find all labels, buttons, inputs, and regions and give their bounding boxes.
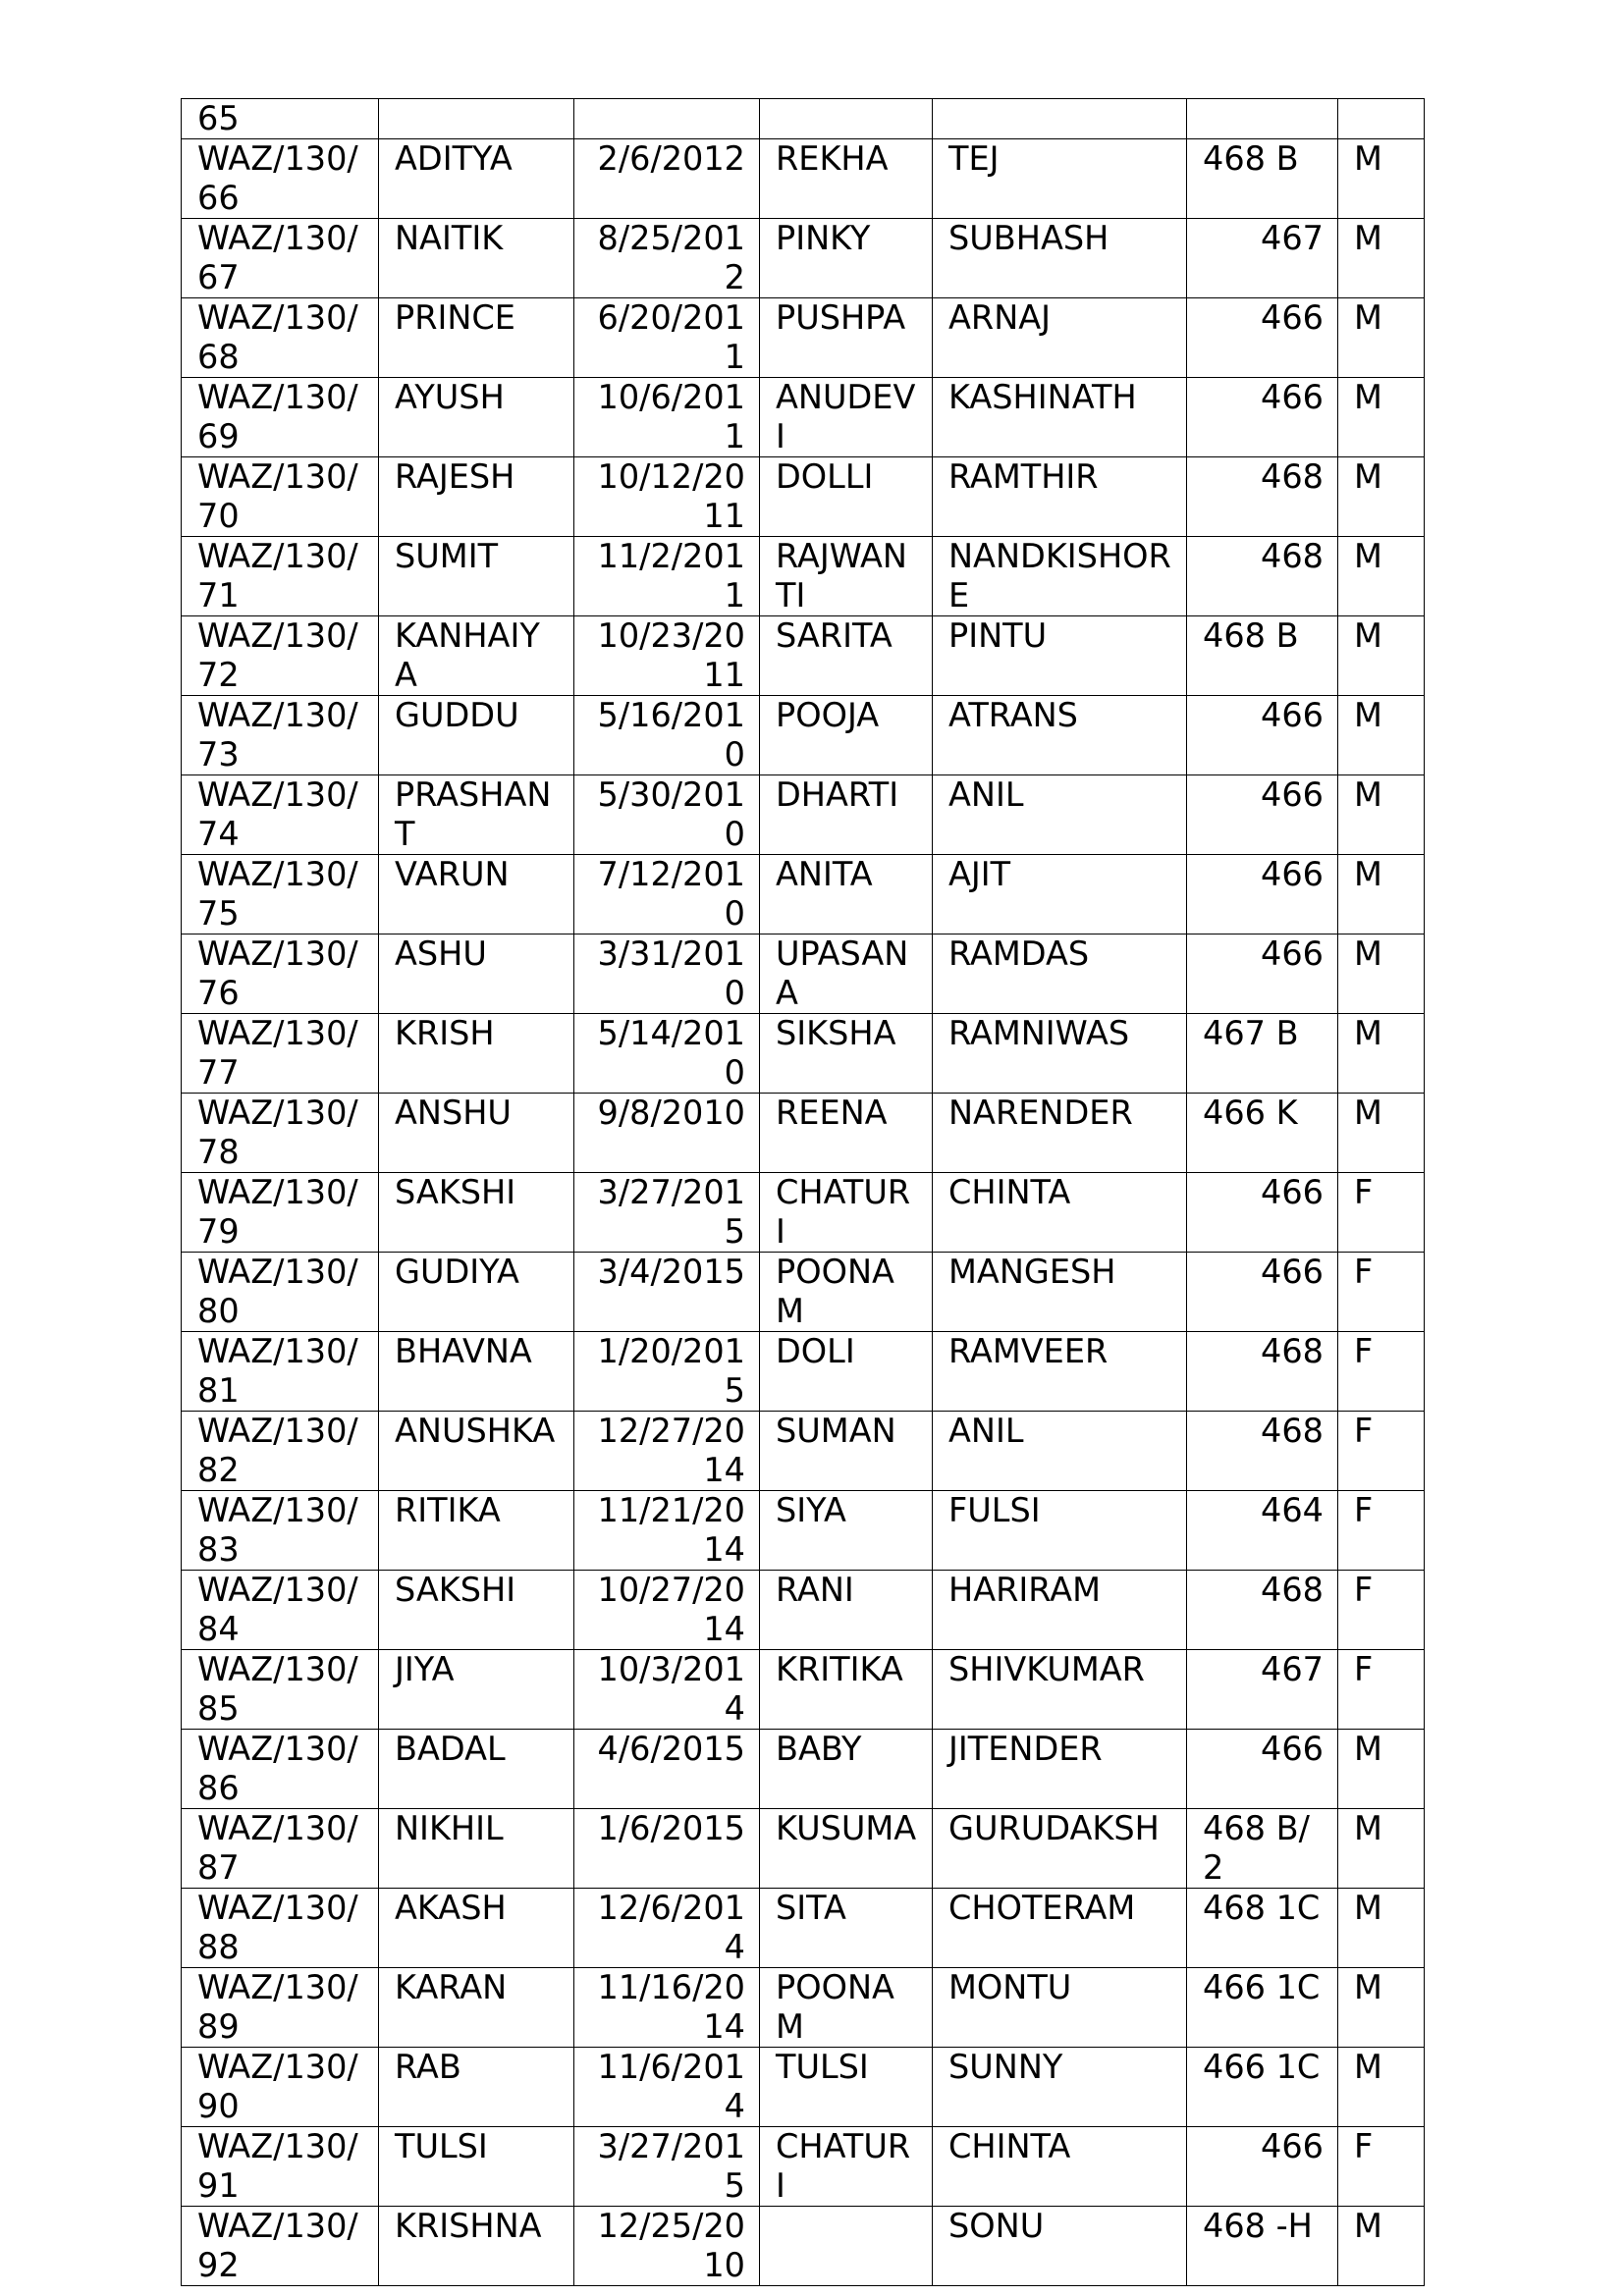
table-row xyxy=(182,1491,1425,1571)
dob-cell: 10/27/2014 xyxy=(574,1571,760,1650)
father-name-cell: KASHINATH xyxy=(933,378,1187,457)
mother-name-cell: RANI xyxy=(760,1571,933,1650)
house-no-cell: 464 xyxy=(1187,1491,1338,1571)
id-cell: WAZ/130/88 xyxy=(182,1889,379,1968)
gender-cell xyxy=(1338,99,1425,139)
dob-cell: 10/6/2011 xyxy=(574,378,760,457)
dob-cell: 10/3/2014 xyxy=(574,1650,760,1730)
dob-cell: 11/16/2014 xyxy=(574,1968,760,2048)
gender-cell: F xyxy=(1338,1650,1425,1730)
id-cell: WAZ/130/68 xyxy=(182,298,379,378)
id-cell: WAZ/130/87 xyxy=(182,1809,379,1889)
table-row xyxy=(182,1968,1425,2048)
father-name-cell: RAMVEER xyxy=(933,1332,1187,1412)
father-name-cell: RAMDAS xyxy=(933,934,1187,1014)
mother-name-cell: CHATURI xyxy=(760,1173,933,1253)
mother-name-cell xyxy=(760,2207,933,2286)
table-row xyxy=(182,775,1425,855)
house-no-cell: 468 1C xyxy=(1187,1889,1338,1968)
mother-name-cell: DOLLI xyxy=(760,457,933,537)
table-row xyxy=(182,855,1425,934)
table-row xyxy=(182,1571,1425,1650)
table-row xyxy=(182,378,1425,457)
table-row xyxy=(182,616,1425,696)
father-name-cell: SONU xyxy=(933,2207,1187,2286)
house-no-cell: 466 xyxy=(1187,1253,1338,1332)
gender-cell: M xyxy=(1338,696,1425,775)
id-cell: WAZ/130/69 xyxy=(182,378,379,457)
gender-cell: M xyxy=(1338,139,1425,219)
table-row xyxy=(182,1332,1425,1412)
father-name-cell: GURUDAKSH xyxy=(933,1809,1187,1889)
dob-cell: 7/12/2010 xyxy=(574,855,760,934)
id-cell: WAZ/130/89 xyxy=(182,1968,379,2048)
dob-cell: 4/6/2015 xyxy=(574,1730,760,1809)
father-name-cell: TEJ xyxy=(933,139,1187,219)
gender-cell: M xyxy=(1338,537,1425,616)
father-name-cell: ANIL xyxy=(933,775,1187,855)
house-no-cell: 468 B xyxy=(1187,139,1338,219)
table-row xyxy=(182,1412,1425,1491)
father-name-cell: FULSI xyxy=(933,1491,1187,1571)
mother-name-cell: SUMAN xyxy=(760,1412,933,1491)
dob-cell: 3/27/2015 xyxy=(574,1173,760,1253)
mother-name-cell: UPASANA xyxy=(760,934,933,1014)
name-cell: ANUSHKA xyxy=(379,1412,574,1491)
gender-cell: M xyxy=(1338,2207,1425,2286)
father-name-cell: AJIT xyxy=(933,855,1187,934)
id-cell: WAZ/130/85 xyxy=(182,1650,379,1730)
house-no-cell: 466 xyxy=(1187,2127,1338,2207)
mother-name-cell: POOJA xyxy=(760,696,933,775)
mother-name-cell: POONAM xyxy=(760,1968,933,2048)
mother-name-cell: ANUDEVI xyxy=(760,378,933,457)
gender-cell: M xyxy=(1338,298,1425,378)
father-name-cell: ATRANS xyxy=(933,696,1187,775)
house-no-cell: 466 xyxy=(1187,855,1338,934)
id-cell: WAZ/130/80 xyxy=(182,1253,379,1332)
gender-cell: M xyxy=(1338,1730,1425,1809)
table-row xyxy=(182,219,1425,298)
dob-cell: 6/20/2011 xyxy=(574,298,760,378)
father-name-cell: SUBHASH xyxy=(933,219,1187,298)
house-no-cell: 468 xyxy=(1187,537,1338,616)
id-cell: WAZ/130/86 xyxy=(182,1730,379,1809)
table-body xyxy=(182,99,1425,2286)
id-cell: WAZ/130/76 xyxy=(182,934,379,1014)
table-row xyxy=(182,298,1425,378)
house-no-cell: 468 xyxy=(1187,1571,1338,1650)
house-no-cell: 468 B xyxy=(1187,616,1338,696)
house-no-cell: 466 1C xyxy=(1187,1968,1338,2048)
mother-name-cell: REENA xyxy=(760,1094,933,1173)
house-no-cell: 466 xyxy=(1187,775,1338,855)
table-row xyxy=(182,1014,1425,1094)
table-row xyxy=(182,1253,1425,1332)
mother-name-cell: POONAM xyxy=(760,1253,933,1332)
house-no-cell xyxy=(1187,99,1338,139)
id-cell: WAZ/130/82 xyxy=(182,1412,379,1491)
gender-cell: M xyxy=(1338,2048,1425,2127)
table-row xyxy=(182,696,1425,775)
name-cell: ADITYA xyxy=(379,139,574,219)
dob-cell: 12/6/2014 xyxy=(574,1889,760,1968)
id-cell: WAZ/130/75 xyxy=(182,855,379,934)
mother-name-cell: DOLI xyxy=(760,1332,933,1412)
id-cell: WAZ/130/90 xyxy=(182,2048,379,2127)
table-row xyxy=(182,1809,1425,1889)
father-name-cell: CHINTA xyxy=(933,1173,1187,1253)
house-no-cell: 466 K xyxy=(1187,1094,1338,1173)
table-row xyxy=(182,1730,1425,1809)
house-no-cell: 466 xyxy=(1187,298,1338,378)
house-no-cell: 466 1C xyxy=(1187,2048,1338,2127)
father-name-cell: CHOTERAM xyxy=(933,1889,1187,1968)
house-no-cell: 467 xyxy=(1187,219,1338,298)
house-no-cell: 466 xyxy=(1187,1173,1338,1253)
dob-cell: 3/4/2015 xyxy=(574,1253,760,1332)
dob-cell: 2/6/2012 xyxy=(574,139,760,219)
dob-cell: 11/21/2014 xyxy=(574,1491,760,1571)
dob-cell: 5/30/2010 xyxy=(574,775,760,855)
house-no-cell: 466 xyxy=(1187,696,1338,775)
table-row xyxy=(182,934,1425,1014)
table-row xyxy=(182,1889,1425,1968)
father-name-cell: JITENDER xyxy=(933,1730,1187,1809)
house-no-cell: 468 -H xyxy=(1187,2207,1338,2286)
mother-name-cell xyxy=(760,99,933,139)
dob-cell: 5/16/2010 xyxy=(574,696,760,775)
name-cell: KARAN xyxy=(379,1968,574,2048)
father-name-cell: SHIVKUMAR xyxy=(933,1650,1187,1730)
gender-cell: M xyxy=(1338,616,1425,696)
father-name-cell: NARENDER xyxy=(933,1094,1187,1173)
house-no-cell: 467 B xyxy=(1187,1014,1338,1094)
name-cell: GUDDU xyxy=(379,696,574,775)
father-name-cell: PINTU xyxy=(933,616,1187,696)
gender-cell: M xyxy=(1338,775,1425,855)
dob-cell: 12/27/2014 xyxy=(574,1412,760,1491)
dob-cell: 9/8/2010 xyxy=(574,1094,760,1173)
mother-name-cell: SIYA xyxy=(760,1491,933,1571)
name-cell: AYUSH xyxy=(379,378,574,457)
name-cell: NAITIK xyxy=(379,219,574,298)
table-row xyxy=(182,1094,1425,1173)
mother-name-cell: DHARTI xyxy=(760,775,933,855)
gender-cell: F xyxy=(1338,1571,1425,1650)
register-table xyxy=(181,98,1425,2286)
name-cell xyxy=(379,99,574,139)
gender-cell: F xyxy=(1338,1412,1425,1491)
father-name-cell: MANGESH xyxy=(933,1253,1187,1332)
id-cell: WAZ/130/92 xyxy=(182,2207,379,2286)
house-no-cell: 466 xyxy=(1187,378,1338,457)
id-cell: WAZ/130/77 xyxy=(182,1014,379,1094)
name-cell: NIKHIL xyxy=(379,1809,574,1889)
gender-cell: M xyxy=(1338,1889,1425,1968)
name-cell: TULSI xyxy=(379,2127,574,2207)
dob-cell: 1/20/2015 xyxy=(574,1332,760,1412)
name-cell: PRINCE xyxy=(379,298,574,378)
mother-name-cell: PUSHPA xyxy=(760,298,933,378)
name-cell: VARUN xyxy=(379,855,574,934)
mother-name-cell: CHATURI xyxy=(760,2127,933,2207)
father-name-cell: RAMTHIR xyxy=(933,457,1187,537)
gender-cell: M xyxy=(1338,934,1425,1014)
father-name-cell: CHINTA xyxy=(933,2127,1187,2207)
name-cell: KANHAIYA xyxy=(379,616,574,696)
house-no-cell: 466 xyxy=(1187,1730,1338,1809)
name-cell: SAKSHI xyxy=(379,1571,574,1650)
father-name-cell: MONTU xyxy=(933,1968,1187,2048)
name-cell: ANSHU xyxy=(379,1094,574,1173)
father-name-cell: ARNAJ xyxy=(933,298,1187,378)
id-cell: WAZ/130/79 xyxy=(182,1173,379,1253)
name-cell: SUMIT xyxy=(379,537,574,616)
table-row xyxy=(182,99,1425,139)
gender-cell: F xyxy=(1338,1332,1425,1412)
name-cell: ASHU xyxy=(379,934,574,1014)
table-row xyxy=(182,1650,1425,1730)
father-name-cell: ANIL xyxy=(933,1412,1187,1491)
dob-cell: 8/25/2012 xyxy=(574,219,760,298)
gender-cell: M xyxy=(1338,1014,1425,1094)
house-no-cell: 468 xyxy=(1187,457,1338,537)
mother-name-cell: SARITA xyxy=(760,616,933,696)
gender-cell: F xyxy=(1338,1173,1425,1253)
id-cell: WAZ/130/71 xyxy=(182,537,379,616)
mother-name-cell: KRITIKA xyxy=(760,1650,933,1730)
id-cell: WAZ/130/91 xyxy=(182,2127,379,2207)
name-cell: RAJESH xyxy=(379,457,574,537)
dob-cell: 1/6/2015 xyxy=(574,1809,760,1889)
dob-cell: 11/2/2011 xyxy=(574,537,760,616)
id-cell: WAZ/130/73 xyxy=(182,696,379,775)
name-cell: KRISH xyxy=(379,1014,574,1094)
gender-cell: M xyxy=(1338,1968,1425,2048)
father-name-cell xyxy=(933,99,1187,139)
name-cell: AKASH xyxy=(379,1889,574,1968)
dob-cell: 3/31/2010 xyxy=(574,934,760,1014)
id-cell: 65 xyxy=(182,99,379,139)
mother-name-cell: REKHA xyxy=(760,139,933,219)
gender-cell: M xyxy=(1338,1809,1425,1889)
table-row xyxy=(182,139,1425,219)
mother-name-cell: KUSUMA xyxy=(760,1809,933,1889)
name-cell: SAKSHI xyxy=(379,1173,574,1253)
dob-cell: 5/14/2010 xyxy=(574,1014,760,1094)
dob-cell xyxy=(574,99,760,139)
gender-cell: F xyxy=(1338,1253,1425,1332)
house-no-cell: 468 xyxy=(1187,1332,1338,1412)
name-cell: RITIKA xyxy=(379,1491,574,1571)
name-cell: GUDIYA xyxy=(379,1253,574,1332)
table-row xyxy=(182,457,1425,537)
gender-cell: M xyxy=(1338,855,1425,934)
name-cell: BADAL xyxy=(379,1730,574,1809)
house-no-cell: 468 B/2 xyxy=(1187,1809,1338,1889)
table-row xyxy=(182,537,1425,616)
dob-cell: 11/6/2014 xyxy=(574,2048,760,2127)
gender-cell: F xyxy=(1338,1491,1425,1571)
id-cell: WAZ/130/84 xyxy=(182,1571,379,1650)
mother-name-cell: TULSI xyxy=(760,2048,933,2127)
id-cell: WAZ/130/67 xyxy=(182,219,379,298)
father-name-cell: HARIRAM xyxy=(933,1571,1187,1650)
gender-cell: F xyxy=(1338,2127,1425,2207)
house-no-cell: 466 xyxy=(1187,934,1338,1014)
table-row xyxy=(182,1173,1425,1253)
name-cell: BHAVNA xyxy=(379,1332,574,1412)
gender-cell: M xyxy=(1338,219,1425,298)
gender-cell: M xyxy=(1338,1094,1425,1173)
house-no-cell: 467 xyxy=(1187,1650,1338,1730)
name-cell: PRASHANT xyxy=(379,775,574,855)
gender-cell: M xyxy=(1338,457,1425,537)
table-row xyxy=(182,2127,1425,2207)
mother-name-cell: PINKY xyxy=(760,219,933,298)
id-cell: WAZ/130/81 xyxy=(182,1332,379,1412)
dob-cell: 10/12/2011 xyxy=(574,457,760,537)
father-name-cell: RAMNIWAS xyxy=(933,1014,1187,1094)
father-name-cell: SUNNY xyxy=(933,2048,1187,2127)
name-cell: KRISHNA xyxy=(379,2207,574,2286)
name-cell: RAB xyxy=(379,2048,574,2127)
gender-cell: M xyxy=(1338,378,1425,457)
table-row xyxy=(182,2048,1425,2127)
mother-name-cell: RAJWANTI xyxy=(760,537,933,616)
id-cell: WAZ/130/66 xyxy=(182,139,379,219)
table-row xyxy=(182,2207,1425,2286)
dob-cell: 10/23/2011 xyxy=(574,616,760,696)
mother-name-cell: SITA xyxy=(760,1889,933,1968)
id-cell: WAZ/130/78 xyxy=(182,1094,379,1173)
mother-name-cell: ANITA xyxy=(760,855,933,934)
house-no-cell: 468 xyxy=(1187,1412,1338,1491)
name-cell: JIYA xyxy=(379,1650,574,1730)
id-cell: WAZ/130/70 xyxy=(182,457,379,537)
father-name-cell: NANDKISHORE xyxy=(933,537,1187,616)
id-cell: WAZ/130/83 xyxy=(182,1491,379,1571)
id-cell: WAZ/130/74 xyxy=(182,775,379,855)
dob-cell: 12/25/2010 xyxy=(574,2207,760,2286)
mother-name-cell: BABY xyxy=(760,1730,933,1809)
mother-name-cell: SIKSHA xyxy=(760,1014,933,1094)
id-cell: WAZ/130/72 xyxy=(182,616,379,696)
dob-cell: 3/27/2015 xyxy=(574,2127,760,2207)
